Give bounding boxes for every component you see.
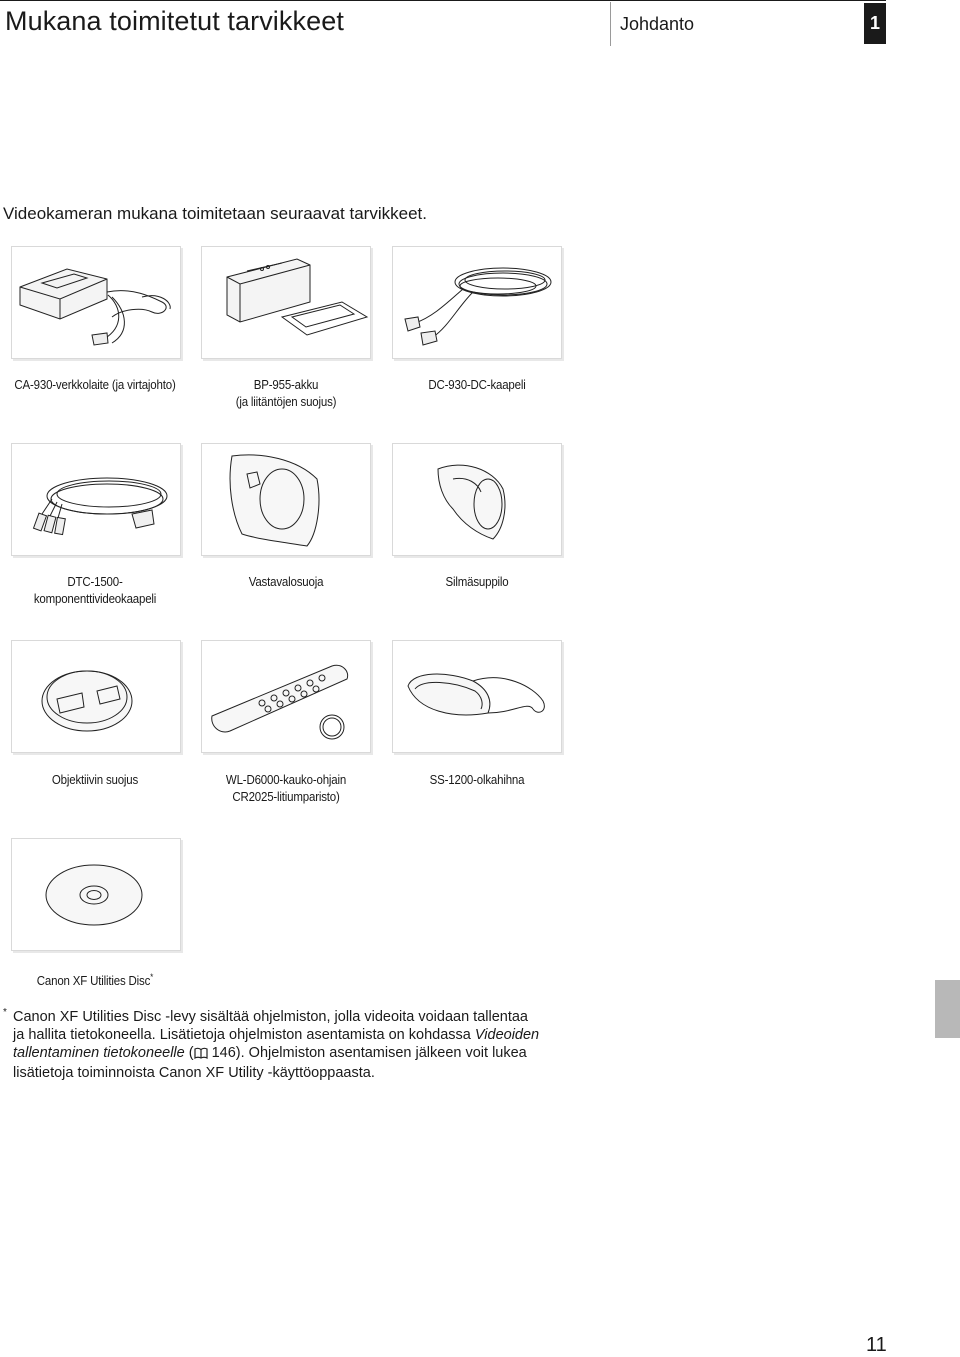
lens-cap-illustration: [11, 640, 181, 753]
section-name: Johdanto: [620, 14, 695, 34]
item-label: Vastavalosuoja: [248, 575, 324, 589]
dc-cable-illustration: [392, 246, 562, 359]
item-label: DC-930-DC-kaapeli: [428, 378, 526, 392]
lens-hood-illustration: [201, 443, 371, 556]
book-icon: [194, 1046, 208, 1064]
item-label: Silmäsuppilo: [445, 575, 509, 589]
item-label: WL-D6000-kauko-ohjain CR2025-litiumparisto): [225, 773, 347, 804]
chapter-badge: 1: [864, 3, 886, 44]
intro-text: Videokameran mukana toimitetaan seuraavat tarvikkeet.: [3, 204, 427, 223]
footnote-marker: *: [150, 972, 154, 982]
component-cable-illustration: [11, 443, 181, 556]
item-label: Objektiivin suojus: [51, 773, 139, 787]
item-label: SS-1200-olkahihna: [429, 773, 525, 787]
page-title: Mukana toimitetut tarvikkeet: [5, 6, 344, 36]
item-label: DTC-1500- komponenttivideokaapeli: [33, 575, 157, 606]
page-number: 11: [866, 1334, 887, 1356]
battery-illustration: [201, 246, 371, 359]
item-label: Canon XF Utilities Disc*: [36, 972, 154, 989]
remote-control-illustration: [201, 640, 371, 753]
item-label: CA-930-verkkolaite (ja virtajohto): [14, 378, 176, 392]
ac-adapter-illustration: [11, 246, 181, 359]
chapter-thumb-tab: [935, 980, 960, 1038]
footnote-star: *: [3, 1007, 7, 1018]
header-rule: [0, 0, 886, 1]
eyecup-illustration: [392, 443, 562, 556]
shoulder-strap-illustration: [392, 640, 562, 753]
header-divider: [610, 2, 611, 46]
item-label: BP-955-akku (ja liitäntöjen suojus): [235, 378, 337, 409]
footnote: * Canon XF Utilities Disc -levy sisältää ohjelmiston, jolla videoita voidaan tallentaa ja hallita tietokoneella. Lisätietoja ohjelmiston asentamista on kohdassa Videoiden tallentaminen tietokoneelle ( 146). Ohjelmiston asentamisen jälkeen voit lukea lisätietoja toiminnoista Canon XF Utility -käyttöoppaasta.: [3, 1008, 543, 1082]
disc-illustration: [11, 838, 181, 951]
